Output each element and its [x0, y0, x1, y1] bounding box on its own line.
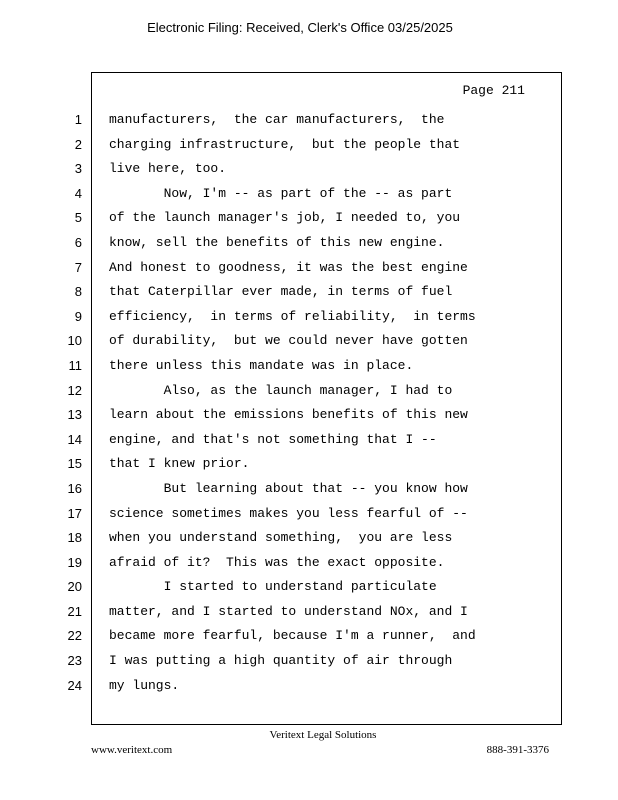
footer-phone: 888-391-3376	[486, 744, 549, 756]
line-number: 21	[67, 603, 82, 619]
line-number: 13	[67, 407, 82, 423]
transcript-text	[109, 108, 539, 698]
transcript-line: that Caterpillar ever made, in terms of fuel	[109, 284, 453, 300]
line-number: 24	[67, 677, 82, 693]
transcript-line: Also, as the launch manager, I had to	[109, 382, 453, 398]
transcript-line: But learning about that -- you know how	[109, 480, 468, 496]
transcript-line: of the launch manager's job, I needed to, you	[109, 210, 461, 226]
transcript-line: charging infrastructure, but the people that	[109, 136, 461, 152]
line-number: 17	[67, 505, 82, 521]
transcript-line: efficiency, in terms of reliability, in terms	[109, 308, 476, 324]
line-number-column	[0, 108, 82, 698]
transcript-line: of durability, but we could never have gotten	[109, 333, 468, 349]
line-number: 9	[74, 308, 82, 324]
line-number: 22	[67, 628, 82, 644]
transcript-line: my lungs.	[109, 677, 180, 693]
transcript-line: science sometimes makes you less fearful of --	[109, 505, 468, 521]
transcript-line: I started to understand particulate	[109, 579, 437, 595]
line-number: 18	[67, 530, 82, 546]
transcript-line: engine, and that's not something that I --	[109, 431, 437, 447]
page-number: Page 211	[462, 83, 525, 98]
footer-company: Veritext Legal Solutions	[269, 729, 377, 741]
transcript-line: afraid of it? This was the exact opposite.	[109, 554, 445, 570]
transcript-line: that I knew prior.	[109, 456, 250, 472]
line-number: 23	[67, 653, 82, 669]
line-number: 6	[74, 234, 82, 250]
line-number: 4	[74, 185, 82, 201]
line-number: 11	[68, 357, 82, 373]
transcript-line: Now, I'm -- as part of the -- as part	[109, 185, 453, 201]
transcript-line: I was putting a high quantity of air through	[109, 653, 453, 669]
transcript-line: became more fearful, because I'm a runner, and	[109, 628, 476, 644]
line-number: 12	[67, 382, 82, 398]
line-number: 15	[67, 456, 82, 472]
line-number: 2	[74, 136, 82, 152]
line-number: 19	[67, 554, 82, 570]
line-number: 5	[74, 210, 82, 226]
line-number: 7	[74, 259, 82, 275]
transcript-line: And honest to goodness, it was the best engine	[109, 259, 468, 275]
line-number: 16	[67, 480, 82, 496]
line-number: 14	[67, 431, 82, 447]
transcript-line: when you understand something, you are less	[109, 530, 453, 546]
line-number: 3	[74, 161, 82, 177]
transcript-line: know, sell the benefits of this new engine.	[109, 234, 445, 250]
line-number: 10	[67, 333, 82, 349]
transcript-line: live here, too.	[109, 161, 227, 177]
line-number: 8	[74, 284, 82, 300]
filing-stamp-header: Electronic Filing: Received, Clerk's Office 03/25/2025	[147, 20, 453, 35]
transcript-line: there unless this mandate was in place.	[109, 357, 414, 373]
transcript-line: manufacturers, the car manufacturers, the	[109, 112, 445, 127]
transcript-line: matter, and I started to understand NOx, and I	[109, 603, 468, 619]
transcript-line: learn about the emissions benefits of this new	[109, 407, 468, 423]
line-number: 1	[74, 112, 82, 127]
line-number: 20	[67, 579, 82, 595]
footer-website: www.veritext.com	[91, 744, 173, 756]
